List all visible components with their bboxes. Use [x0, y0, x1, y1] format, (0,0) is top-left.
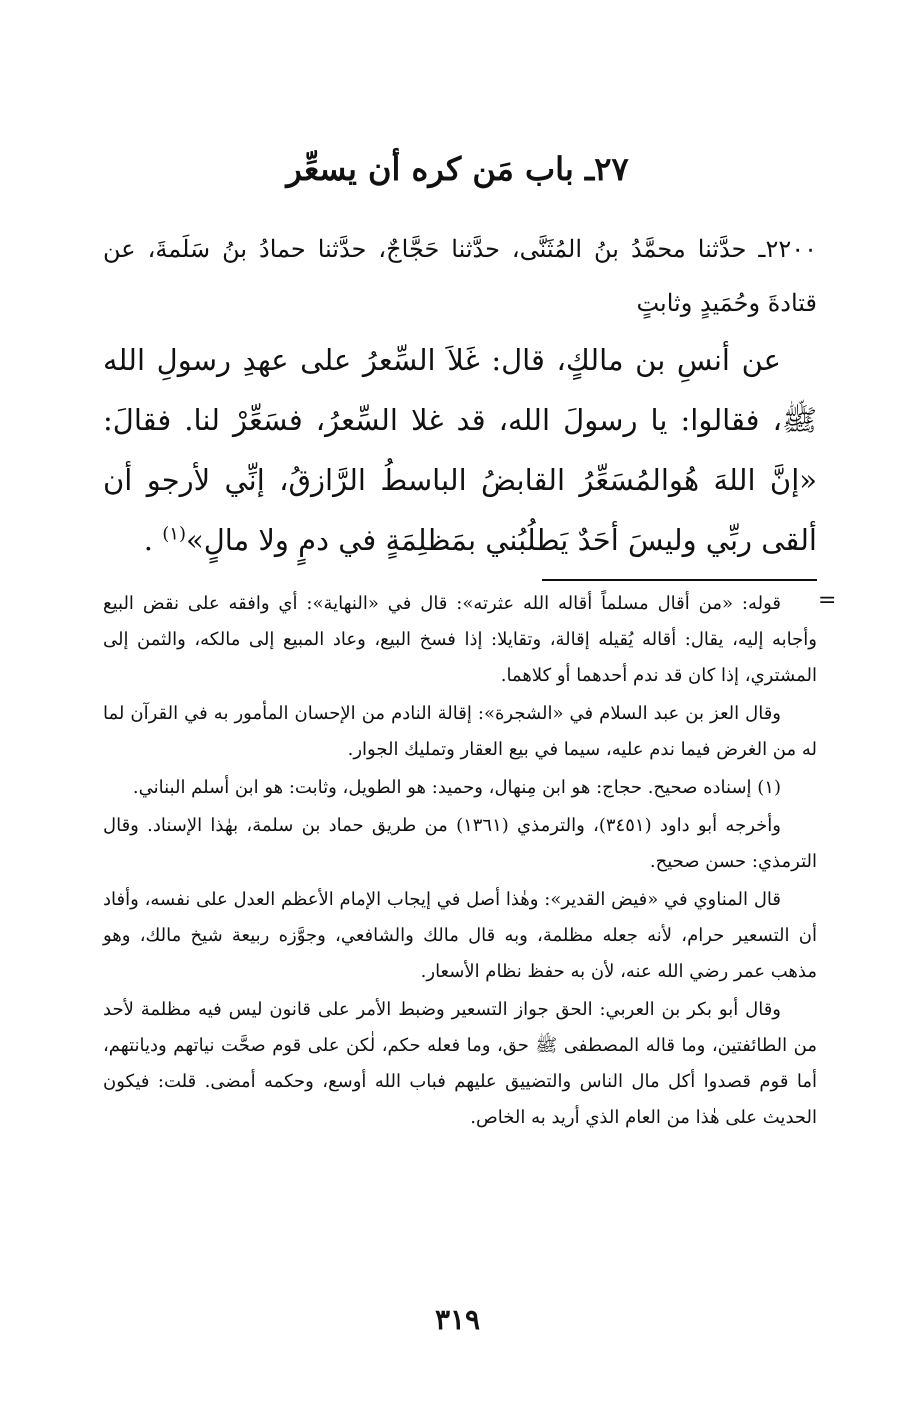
matn-end-mark: . — [143, 523, 163, 557]
footnote-separator — [542, 579, 817, 581]
footnote-1: (١) إسناده صحيح. حجاج: هو ابن مِنهال، وحميد: هو الطويل، وثابت: هو ابن أسلم البناني. — [132, 777, 781, 798]
footnote-reference: (١) — [162, 523, 186, 545]
isnad-text: ٢٢٠٠ـ حدَّثنا محمَّدُ بنُ المُثَنَّى، حدَّثنا حَجَّاجٌ، حدَّثنا حمادُ بنُ سَلَمةَ، عن قتادةَ وحُمَيدٍ وثابتٍ — [103, 235, 817, 317]
note-paragraph: قال المناوي في «فيض القدير»: وهٰذا أصل في إيجاب الإمام الأعظم العدل على نفسه، وأفاد أن التسعير حرام، لأنه جعله مظلمة، وبه قال مالك والشافعي، وجوَّزه ربيعة شيخ مالك، وهو مذهب عمر رضي الله عنه، لأن به حفظ نظام الأسعار. — [103, 889, 817, 982]
hadith-isnad — [103, 222, 817, 330]
page-number: ٣١٩ — [434, 1303, 481, 1336]
chapter-title: ٢٧ـ باب مَن كره أن يسعِّر — [286, 150, 629, 188]
note-paragraph: وقال العز بن عبد السلام في «الشجرة»: إقالة النادم من الإحسان المأمور به في القرآن لما له من الغرض فيما ندم عليه، سيما في بيع العقار وتمليك الجوار. — [103, 703, 817, 760]
note-paragraph: وأخرجه أبو داود (٣٤٥١)، والترمذي (١٣٦١) من طريق حماد بن سلمة، بهٰذا الإسناد. وقال الترمذي: حسن صحيح. — [103, 815, 817, 872]
matn-text: عن أنسِ بن مالكٍ، قال: غَلاَ السِّعرُ على عهدِ رسولِ الله ﷺ، فقالوا: يا رسولَ الله، قد غلا السِّعرُ، فسَعِّرْ لنا. فقالَ: «إنَّ اللهَ هُوالمُسَعِّرُ القابضُ الباسطُ الرَّازقُ، إنِّي لأرجو أن ألقى ربِّي وليسَ أحَدٌ يَطلُبُني بمَظلِمَةٍ في دمٍ ولا مالٍ» — [103, 343, 817, 557]
note-paragraph: قوله: «من أقال مسلماً أقاله الله عثرته»: قال في «النهاية»: أي وافقه على نقض البيع وأجابه إليه، يقال: أقاله يُقيله إقالة، وتقايلا: إذا فسخ البيع، وعاد المبيع إلى مالكه، والثمن إلى المشتري، إذا كان قد ندم أحدهما أو كلاهما. — [103, 593, 817, 686]
note-paragraph: وقال أبو بكر بن العربي: الحق جواز التسعير وضبط الأمر على قانون ليس فيه مظلمة لأحد من الطائفتين، وما قاله المصطفى ﷺ حق، وما فعله حكم، لٰكن على قوم صحَّت نياتهم وديانتهم، أما قوم قصدوا أكل مال الناس والتضييق عليهم فباب الله أوسع، وحكمه أمضى. قلت: فيكون الحديث على هٰذا من العام الذي أريد به الخاص. — [103, 999, 817, 1128]
continuation-mark: = — [818, 588, 837, 613]
matn-paragraph — [103, 330, 817, 570]
footnotes — [103, 586, 817, 1136]
hadith-matn — [103, 330, 817, 570]
